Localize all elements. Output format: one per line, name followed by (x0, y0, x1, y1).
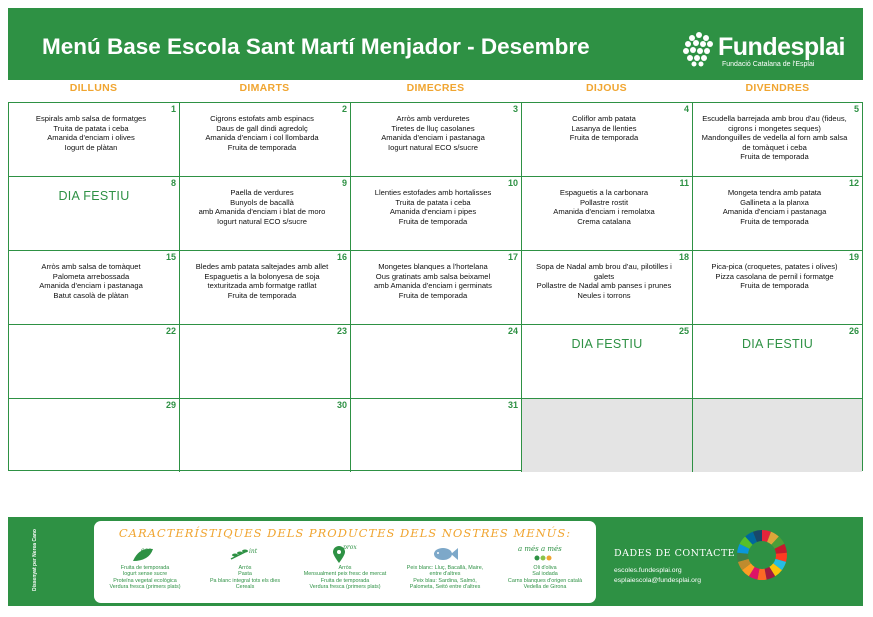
day-menu (697, 188, 852, 226)
characteristic-line: Carns blanques d'origen català (507, 577, 583, 584)
contact-website-link[interactable]: escoles.fundesplai.org (614, 567, 682, 574)
menu-dish: Gallineta a la planxa (740, 197, 809, 207)
day-number: 24 (507, 326, 518, 336)
menu-dish: Truita de patata i ceba (53, 123, 129, 133)
menu-dish: Sopa de Nadal amb brou d'au, pilotilles i galets (536, 262, 672, 281)
characteristic-line: Fruita de temporada (120, 565, 170, 571)
holiday-label: DIA FESTIU (58, 189, 130, 203)
svg-text:a més a més: a més a més (518, 545, 562, 553)
day-number: 12 (848, 178, 859, 188)
characteristic-line: Peix blanc: Lluç, Bacallà, Maire, (406, 565, 484, 571)
menu-dish: Amanida d'enciam i pastanaga (381, 133, 485, 143)
day-number: 18 (678, 252, 689, 262)
day-cell (180, 251, 351, 325)
weekday-header-2: DIMARTS (239, 82, 290, 94)
day-cell (9, 251, 180, 325)
menu-dish: Cigrons estofats amb espinacs (210, 114, 314, 123)
weekday-header-5: DIVENDRES (745, 82, 810, 94)
menu-dish: Pica-pica (croquetes, patates i olives) (711, 262, 838, 271)
characteristic-text (96, 565, 194, 591)
menu-dish: Pollastre rostit (579, 197, 629, 207)
day-menu (526, 188, 682, 226)
day-cell (9, 177, 180, 251)
menu-dish: Daus de gall dindi agredolç (216, 123, 308, 133)
day-menu (184, 262, 340, 300)
day-number: 5 (853, 104, 859, 114)
sdg-wheel-icon (736, 529, 788, 581)
day-cell (9, 399, 180, 472)
fish-icon (396, 543, 494, 565)
menu-dish: amb Amanida d'enciam i blat de moro (198, 207, 326, 217)
menu-dish: Amanida d'enciam i olives (47, 133, 135, 143)
day-number: 23 (336, 326, 347, 336)
day-number: 9 (341, 178, 347, 188)
day-menu (355, 262, 511, 300)
menu-dish: Neules i torrons (577, 290, 631, 300)
day-number: 2 (341, 104, 347, 114)
day-menu (526, 114, 682, 143)
menu-dish: Amanida d'enciam i col llombarda (205, 133, 319, 143)
menu-dish: Palometa arrebossada (52, 271, 130, 281)
characteristic-text (296, 565, 394, 591)
menu-dish: Amanida d'enciam i pastanaga (39, 281, 143, 291)
menu-dish: Truita de patata i ceba (395, 197, 471, 207)
menu-dish: Mandonguilles de vedella al forn amb salsa de tomàquet i ceba (701, 133, 848, 152)
product-characteristics-box (94, 521, 596, 603)
characteristic-line: Arròs (338, 565, 352, 571)
characteristic-line: Mensualment peix fresc de mercat (303, 571, 387, 578)
day-cell (351, 103, 522, 177)
day-cell (522, 177, 693, 251)
menu-dish: Mongeta tendra amb patata (727, 188, 822, 197)
menu-dish: Amanida d'enciam i remolatxa (553, 207, 655, 217)
day-menu (184, 114, 340, 152)
menu-dish: Fruita de temporada (398, 290, 468, 300)
characteristic-column (96, 543, 194, 591)
svg-text:prox: prox (343, 544, 357, 551)
day-menu (526, 262, 682, 300)
svg-text:int: int (249, 548, 258, 555)
footer-bar (8, 517, 863, 606)
characteristic-line: Proteïna vegetal ecològica (113, 577, 177, 584)
day-cell (351, 177, 522, 251)
characteristic-line: Peix blau: Sardina, Salmó, (413, 577, 477, 584)
day-number: 10 (507, 178, 518, 188)
day-number: 11 (679, 178, 689, 188)
day-cell (522, 399, 693, 472)
menu-calendar-grid (8, 102, 863, 471)
menu-dish: Espaguetis a la carbonara (559, 188, 649, 197)
menu-dish: Ous gratinats amb salsa beixamel (375, 271, 491, 281)
prox-location-icon (296, 543, 394, 565)
menu-dish: Escudella barrejada amb brou d'au (fideus, cigrons i mongetes seques) (702, 114, 847, 133)
svg-text:eco: eco (141, 547, 152, 554)
characteristic-column (296, 543, 394, 591)
logo-subtitle: Fundació Catalana de l'Esplai (722, 61, 815, 68)
day-cell (9, 103, 180, 177)
menu-dish: Tiretes de lluç casolanes (391, 123, 475, 133)
contact-title: DADES DE CONTACTE (614, 548, 736, 559)
day-number: 4 (683, 104, 689, 114)
holiday-label: DIA FESTIU (741, 337, 814, 351)
day-cell (351, 325, 522, 399)
menu-dish: Fruita de temporada (227, 142, 297, 152)
menu-dish: Lasanya de llenties (571, 123, 637, 133)
header-bar (8, 8, 863, 80)
characteristic-text (396, 565, 494, 591)
weekday-header-3: DIMECRES (406, 82, 465, 94)
day-number: 17 (507, 252, 518, 262)
eco-leaf-icon (96, 543, 194, 565)
weekday-header-row (8, 82, 863, 102)
menu-dish: Fruita de temporada (227, 290, 297, 300)
menu-dish: Mongetes blanques a l'hortelana (378, 262, 488, 271)
characteristic-line: Sal iodada (532, 571, 558, 578)
characteristic-line: Verdura fresca (primers plats) (309, 584, 381, 591)
day-cell (180, 103, 351, 177)
day-cell (9, 325, 180, 399)
day-menu (355, 114, 511, 152)
day-cell (351, 399, 522, 472)
day-number: 30 (336, 400, 347, 410)
day-number: 16 (336, 252, 347, 262)
day-cell (693, 399, 862, 472)
menu-dish: Llenties estofades amb hortalisses (374, 188, 492, 197)
weekday-header-1: DILLUNS (69, 82, 118, 94)
designer-credit: Dissenyat per Nerea Cano (32, 529, 38, 591)
menu-dish: Espaguetis a la bolonyesa de soja texturitzada amb formatge ratllat (204, 271, 320, 291)
day-number: 29 (165, 400, 176, 410)
characteristic-column (396, 543, 494, 591)
day-number: 31 (507, 400, 518, 410)
characteristic-line: Arròs (238, 565, 252, 571)
day-number: 22 (165, 326, 176, 336)
holiday-label: DIA FESTIU (571, 337, 643, 351)
menu-dish: Fruita de temporada (740, 216, 809, 226)
menu-dish: Batut casolà de plàtan (53, 290, 129, 300)
day-menu (697, 262, 852, 291)
day-cell (693, 103, 862, 177)
menu-dish: Iogurt natural ECO s/sucre (388, 142, 478, 152)
menu-dish: Crema catalana (577, 216, 631, 226)
menu-dish: Coliflor amb patata (572, 114, 636, 123)
day-cell (351, 251, 522, 325)
day-number: 8 (170, 178, 176, 188)
contact-email-link[interactable]: esplaiescola@fundesplai.org (614, 577, 702, 584)
characteristic-column (496, 543, 594, 591)
menu-dish: Iogurt natural ECO s/sucre (217, 216, 307, 226)
characteristic-line: Pasta (238, 571, 252, 578)
characteristic-line: Verdura fresca (primers plats) (109, 584, 181, 591)
day-cell (522, 325, 693, 399)
day-menu (13, 262, 169, 300)
menu-dish: Amanida d'enciam i pastanaga (722, 207, 827, 217)
day-number: 15 (165, 252, 176, 262)
characteristic-line: Palometa, Seitó entre d'altres (409, 584, 481, 591)
menu-dish: Bledes amb patata saltejades amb allet (195, 262, 329, 271)
characteristic-column (196, 543, 294, 591)
day-cell (693, 325, 862, 399)
characteristic-line: Pa blanc integral tots els dies (209, 577, 281, 584)
day-number: 1 (170, 104, 176, 114)
day-cell (522, 251, 693, 325)
day-menu (697, 114, 852, 162)
characteristic-line: Iogurt sense sucre (122, 571, 168, 578)
menu-dish: Arròs amb salsa de tomàquet (41, 262, 141, 271)
characteristic-line: Cereals (235, 584, 255, 591)
menu-dish: Arròs amb verduretes (396, 114, 470, 123)
day-cell (693, 177, 862, 251)
menu-dish: Paella de verdures (230, 188, 294, 197)
characteristic-text (196, 565, 294, 591)
day-menu (355, 188, 511, 226)
characteristic-line: entre d'altres (429, 571, 461, 578)
day-number: 25 (678, 326, 689, 336)
day-menu (184, 188, 340, 226)
menu-dish: Pizza casolana de pernil i formatge (715, 271, 834, 281)
menu-dish: Fruita de temporada (398, 216, 468, 226)
characteristics-title: CARACTERÍSTIQUES DELS PRODUCTES DELS NOSTRES MENÚS: (118, 526, 572, 540)
logo-name: Fundesplai (718, 33, 845, 61)
day-number: 19 (848, 252, 859, 262)
characteristic-line: Vedella de Girona (523, 584, 567, 591)
day-cell (180, 177, 351, 251)
menu-dish: Fruita de temporada (740, 152, 809, 162)
day-cell (522, 103, 693, 177)
menu-dish: Fruita de temporada (740, 281, 809, 291)
menu-dish: Bunyols de bacallà (230, 197, 294, 207)
day-cell (180, 325, 351, 399)
characteristic-text (496, 565, 594, 591)
healthy-icon (496, 543, 594, 565)
day-number: 3 (512, 104, 518, 114)
logo-dots-icon (682, 31, 716, 67)
day-cell (180, 399, 351, 472)
menu-dish: Amanida d'enciam i pipes (389, 207, 477, 217)
fundesplai-logo (682, 31, 852, 71)
day-number: 26 (848, 326, 859, 336)
menu-dish: Fruita de temporada (569, 133, 639, 143)
menu-dish: Iogurt de plàtan (64, 142, 118, 152)
menu-dish: Espirals amb salsa de formatges (35, 114, 147, 123)
page-title: Menú Base Escola Sant Martí Menjador - Desembre (42, 34, 590, 59)
characteristic-line: Fruita de temporada (320, 577, 370, 584)
menu-dish: Pollastre de Nadal amb panses i prunes (536, 281, 672, 291)
menu-dish: amb Amanida d'enciam i germinats (374, 281, 492, 291)
weekday-header-4: DIJOUS (586, 82, 627, 94)
day-menu (13, 114, 169, 152)
day-cell (693, 251, 862, 325)
characteristic-line: Oli d'oliva (533, 565, 557, 571)
integral-wheat-icon (196, 543, 294, 565)
